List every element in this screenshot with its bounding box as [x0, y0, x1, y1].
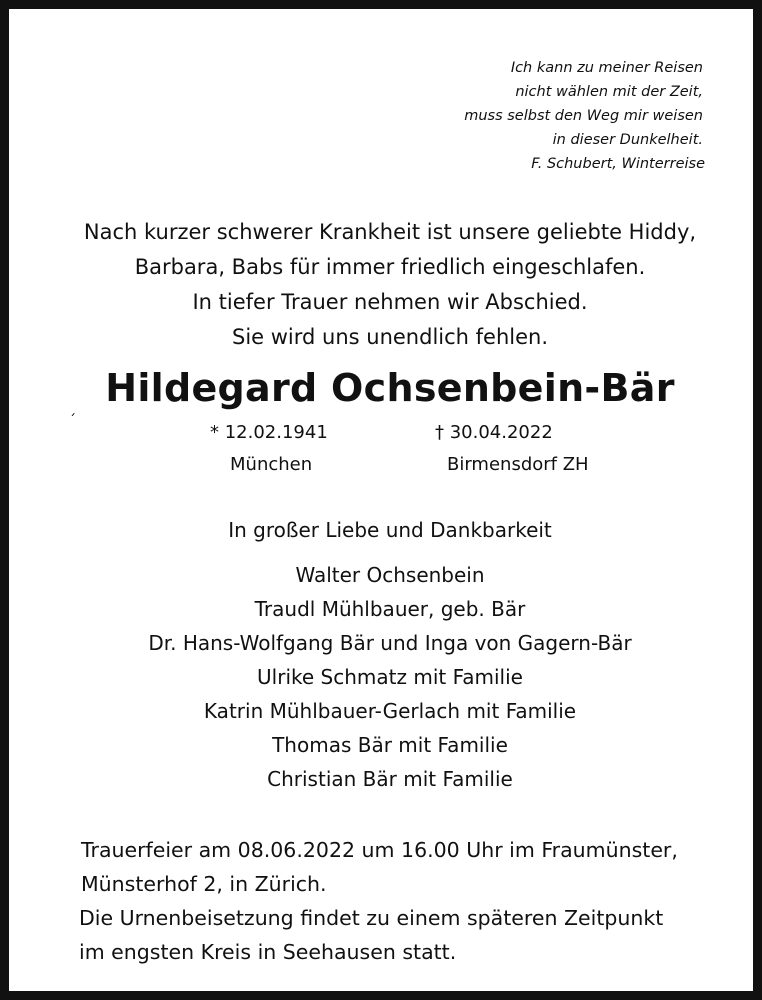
mourners-list — [9, 558, 762, 796]
intro-line: Nach kurzer schwerer Krankheit ist unsere geliebte Hiddy, — [83, 220, 697, 244]
service-info — [79, 833, 739, 969]
birth-date: * 12.02.1941 — [210, 422, 328, 443]
service-line: Münsterhof 2, in Zürich. — [81, 872, 327, 896]
stray-mark: ´ — [69, 413, 76, 429]
intro-text — [9, 215, 762, 355]
quote-attribution: F. Schubert, Winterreise — [531, 156, 705, 172]
mourner-name: Dr. Hans-Wolfgang Bär und Inga von Gagern-Bär — [148, 631, 632, 655]
quote-line: in dieser Dunkelheit. — [552, 132, 703, 148]
deceased-name: Hildegard Ochsenbein-Bär — [105, 366, 675, 410]
poem-quote — [385, 56, 705, 176]
mourner-name: Walter Ochsenbein — [295, 563, 485, 587]
mourner-name: Katrin Mühlbauer-Gerlach mit Familie — [203, 699, 577, 723]
death-info — [435, 417, 589, 481]
death-place: Birmensdorf ZH — [447, 454, 589, 475]
death-date: † 30.04.2022 — [435, 422, 553, 443]
thanks-line: In großer Liebe und Dankbarkeit — [228, 518, 552, 542]
mourner-name: Traudl Mühlbauer, geb. Bär — [254, 597, 526, 621]
intro-line: In tiefer Trauer nehmen wir Abschied. — [192, 290, 588, 314]
intro-line: Sie wird uns unendlich fehlen. — [231, 325, 548, 349]
quote-line: nicht wählen mit der Zeit, — [515, 84, 703, 100]
service-line: Trauerfeier am 08.06.2022 um 16.00 Uhr im Fraumünster, — [81, 838, 678, 862]
quote-line: Ich kann zu meiner Reisen — [510, 60, 703, 76]
service-line: im engsten Kreis in Seehausen statt. — [79, 940, 457, 964]
birth-info — [210, 417, 328, 481]
quote-line: muss selbst den Weg mir weisen — [464, 108, 703, 124]
birth-place: München — [230, 454, 313, 475]
intro-line: Barbara, Babs für immer friedlich eingeschlafen. — [134, 255, 646, 279]
mourner-name: Christian Bär mit Familie — [267, 767, 513, 791]
mourner-name: Ulrike Schmatz mit Familie — [257, 665, 523, 689]
service-line: Die Urnenbeisetzung findet zu einem späteren Zeitpunkt — [79, 906, 664, 930]
mourner-name: Thomas Bär mit Familie — [272, 733, 508, 757]
